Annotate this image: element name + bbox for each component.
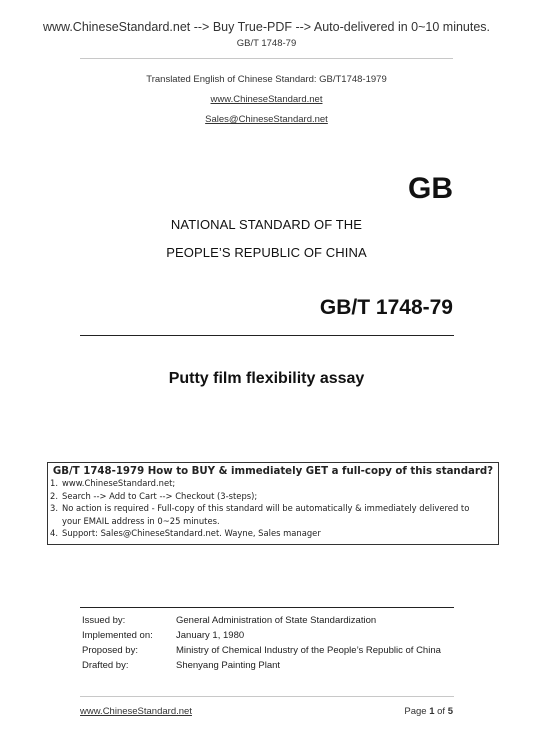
gb-mark: GB [408, 172, 453, 205]
proposed-by-value: Ministry of Chemical Industry of the People’s Republic of China [176, 645, 441, 656]
page-of: of [434, 706, 448, 717]
issued-by-label: Issued by: [82, 615, 126, 626]
document-title: Putty film flexibility assay [168, 370, 365, 387]
info-top-divider [80, 607, 454, 608]
drafted-by-label: Drafted by: [82, 660, 129, 671]
implemented-on-value: January 1, 1980 [176, 630, 245, 641]
website-link-text[interactable]: www.ChineseStandard.net [210, 94, 323, 105]
buy-item-text: Support: Sales@ChineseStandard.net. Wayne, Sales manager [62, 528, 321, 538]
website-link[interactable] [0, 94, 533, 105]
standard-code: GB/T 1748-79 [319, 296, 453, 319]
issued-by-value: General Administration of State Standardization [176, 615, 377, 626]
buy-item-number: 2. [50, 490, 58, 501]
national-standard-line1: NATIONAL STANDARD OF THE [170, 217, 363, 232]
buy-item-continuation: your EMAIL address in 0~25 minutes. [62, 515, 220, 526]
page-number: 1 [429, 706, 435, 717]
buy-item-number: 1. [50, 478, 58, 488]
header-code: GB/T 1748-79 [236, 38, 297, 49]
buy-item-number: 4. [50, 528, 58, 538]
national-standard-line2: PEOPLE’S REPUBLIC OF CHINA [166, 245, 367, 260]
buy-item [48, 527, 498, 540]
buy-box-title: GB/T 1748-1979 How to BUY & immediately GET a full-copy of this standard? [52, 466, 494, 477]
code-divider [80, 335, 454, 336]
buy-item [48, 477, 498, 490]
buy-item [48, 490, 498, 503]
header-banner: www.ChineseStandard.net --> Buy True-PDF --> Auto-delivered in 0~10 minutes. [42, 20, 491, 34]
email-link-text[interactable]: Sales@ChineseStandard.net [205, 114, 328, 125]
buy-item-text: Search --> Add to Cart --> Checkout (3-steps); [62, 490, 258, 501]
buy-item-text: No action is required - Full-copy of this standard will be automatically & immediately delivered to [62, 503, 470, 513]
proposed-by-label: Proposed by: [82, 645, 138, 656]
footer-website-text[interactable]: www.ChineseStandard.net [80, 706, 192, 717]
email-link[interactable] [0, 114, 533, 125]
buy-item-number: 3. [50, 503, 58, 513]
page-total: 5 [447, 706, 453, 717]
page-indicator [404, 706, 453, 717]
buy-info-box [47, 462, 499, 545]
page-prefix: Page [404, 706, 430, 717]
translated-note: Translated English of Chinese Standard: GB/T1748-1979 [146, 74, 387, 85]
footer-divider [80, 696, 454, 697]
header-divider [80, 58, 453, 59]
buy-item-text: www.ChineseStandard.net; [62, 478, 176, 488]
drafted-by-value: Shenyang Painting Plant [176, 660, 281, 671]
buy-item [48, 502, 498, 515]
footer-website-link[interactable] [80, 706, 192, 717]
implemented-on-label: Implemented on: [82, 630, 153, 641]
